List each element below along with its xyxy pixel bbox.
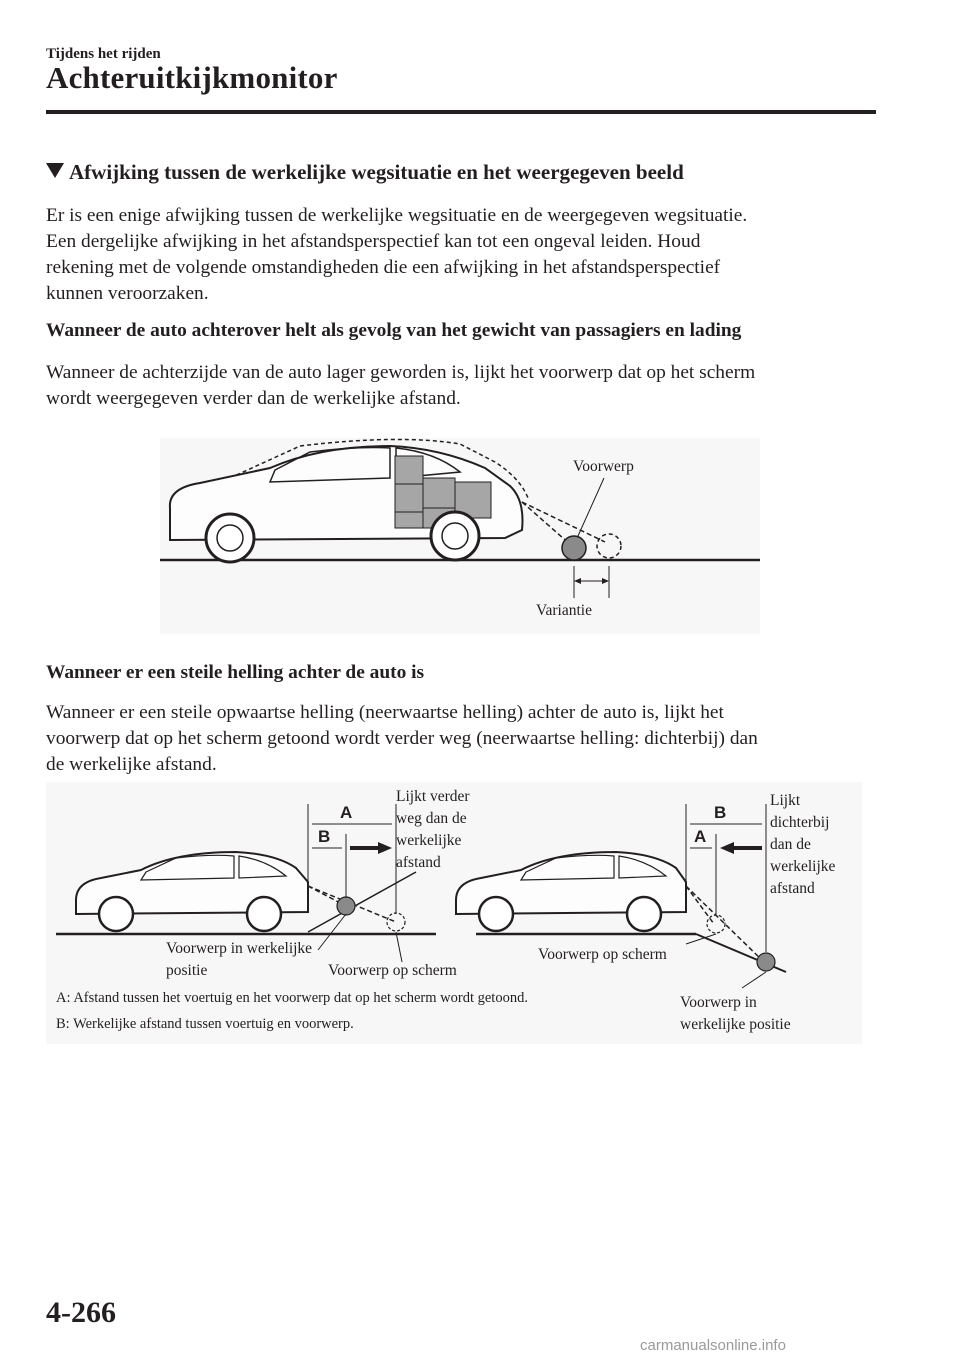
page-number: 4-266: [46, 1296, 116, 1329]
marker-b-left: B: [318, 827, 331, 846]
section-title-text: Afwijking tussen de werkelijke wegsituatie en het weergegeven beeld: [69, 160, 684, 184]
marker-a-right: A: [694, 827, 707, 846]
figure-slope: [46, 782, 862, 1044]
triangle-bullet-icon: [46, 163, 64, 178]
case1-body: Wanneer de achterzijde van de auto lager geworden is, lijkt het voorwerp dat op het scherm wordt weergegeven verder dan de werkelijke afstand.: [46, 362, 756, 409]
legend-a: A: Afstand tussen het voertuig en het voorwerp dat op het scherm wordt getoond.: [56, 990, 528, 1006]
watermark[interactable]: carmanualsonline.info: [640, 1337, 786, 1354]
left-note: Lijkt verder weg dan de werkelijke afstand: [396, 788, 470, 871]
right-note: Lijkt dichterbij dan de werkelijke afstand: [770, 792, 836, 897]
rear-sag-illustration: [160, 438, 760, 634]
left-on-screen-label: Voorwerp op scherm: [328, 962, 457, 979]
right-real-position-label: Voorwerp in werkelijke positie: [680, 994, 791, 1033]
breadcrumb: Tijdens het rijden: [46, 46, 161, 62]
right-on-screen-label: Voorwerp op scherm: [538, 946, 667, 963]
intro-paragraph: Er is een enige afwijking tussen de werkelijke wegsituatie en de weergegeven wegsituatie. Een dergelijke afwijking in het afstandsperspectief kan tot een ongeval leiden. Houd rekening met de volgende omstandigheden die een afwijking in het afstandsperspectief kunnen veroorzaken.: [46, 205, 748, 304]
legend-b: B: Werkelijke afstand tussen voertuig en voorwerp.: [56, 1016, 354, 1032]
case1-heading: Wanneer de auto achterover helt als gevolg van het gewicht van passagiers en lading: [46, 320, 742, 341]
object-displayed: [597, 534, 621, 558]
label-variation: Variantie: [536, 602, 592, 619]
figure-rear-sag: [160, 438, 760, 634]
label-object: Voorwerp: [573, 458, 634, 475]
marker-b-right: B: [714, 803, 727, 822]
left-real-position-label: Voorwerp in werkelijke positie: [166, 940, 313, 979]
case2-heading: Wanneer er een steile helling achter de auto is: [46, 662, 425, 683]
object-real: [562, 536, 586, 560]
marker-a-left: A: [340, 803, 353, 822]
header-rule: [46, 110, 876, 114]
section-title: [46, 160, 684, 185]
chapter-title: Achteruitkijkmonitor: [46, 60, 338, 95]
sagging-car: [170, 446, 523, 562]
case2-body: Wanneer er een steile opwaartse helling (neerwaartse helling) achter de auto is, lijkt het voorwerp dat op het scherm getoond wordt verder weg (neerwaartse helling: dichterbij) dan de werkelijke afstand.: [46, 702, 758, 775]
